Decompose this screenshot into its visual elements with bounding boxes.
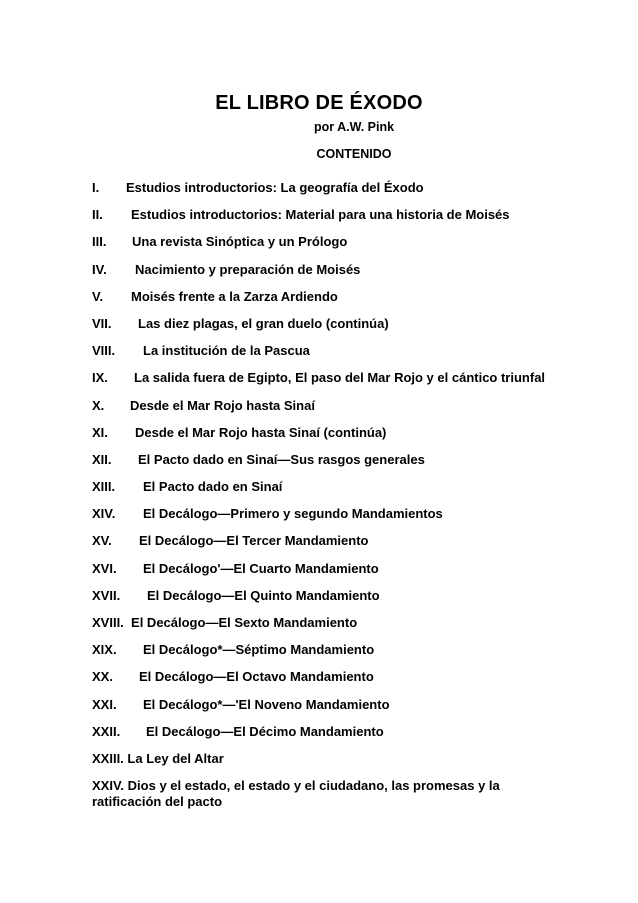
toc-entry-number: XVIII. bbox=[92, 615, 124, 630]
toc-entry-title: El Decálogo—El Quinto Mandamiento bbox=[147, 587, 380, 603]
toc-entry-title: Una revista Sinóptica y un Prólogo bbox=[132, 234, 348, 250]
toc-entry-number: XVII. bbox=[92, 587, 121, 603]
toc-entry-number: V. bbox=[92, 288, 104, 304]
toc-entry bbox=[92, 751, 562, 778]
toc-entry-number: XIV. bbox=[92, 506, 116, 522]
toc-entry-title: La salida fuera de Egipto, El paso del Mar Rojo y el cántico triunfal bbox=[134, 370, 546, 386]
toc-entry-number: XI. bbox=[92, 424, 108, 440]
toc-entry-number: IV. bbox=[92, 261, 107, 277]
toc-entry-number: VII. bbox=[92, 315, 112, 331]
toc-entry bbox=[92, 615, 562, 642]
toc-entry-number: VIII. bbox=[92, 343, 116, 359]
toc-entry-number: XV. bbox=[92, 533, 112, 549]
toc-entry-number: III. bbox=[92, 234, 107, 250]
toc-entry bbox=[92, 234, 562, 261]
toc-entry-number: XX. bbox=[92, 669, 113, 685]
toc-entry bbox=[92, 588, 562, 615]
contents-heading: CONTENIDO bbox=[316, 147, 392, 161]
toc-entry-number: XIX. bbox=[92, 642, 117, 658]
toc-entry-number: X. bbox=[92, 397, 105, 413]
toc-entry-number: IX. bbox=[92, 370, 108, 386]
toc-entry-title: El Pacto dado en Sinaí—Sus rasgos generales bbox=[138, 451, 425, 467]
toc-entry-number: XVI. bbox=[92, 560, 117, 576]
toc-entry bbox=[92, 398, 562, 425]
toc-entry-title: Desde el Mar Rojo hasta Sinaí bbox=[130, 397, 315, 413]
toc-entry bbox=[92, 506, 562, 533]
toc-entry bbox=[92, 778, 532, 810]
toc-entry-title: Estudios introductorios: La geografía del Éxodo bbox=[126, 180, 424, 195]
toc-entry-title: El Pacto dado en Sinaí bbox=[143, 479, 283, 495]
toc-entry-title: El Decálogo—El Sexto Mandamiento bbox=[131, 615, 358, 630]
document-title: EL LIBRO DE ÉXODO bbox=[215, 92, 423, 114]
toc-entry-title: Dios y el estado, el estado y el ciudadano, las promesas y la ratificación del pacto bbox=[92, 778, 500, 810]
toc-entry-title: Desde el Mar Rojo hasta Sinaí (continúa) bbox=[135, 424, 387, 440]
toc-entry-title: La institución de la Pascua bbox=[143, 343, 310, 359]
toc-entry-title: El Decálogo—El Octavo Mandamiento bbox=[139, 669, 374, 685]
toc-entry bbox=[92, 316, 562, 343]
toc-entry-title: El Decálogo—El Tercer Mandamiento bbox=[139, 533, 369, 549]
toc-entry bbox=[92, 642, 562, 669]
toc-entry-title: El Decálogo*—Séptimo Mandamiento bbox=[143, 642, 375, 658]
toc-entry-number: XXII. bbox=[92, 723, 121, 739]
toc-entry-title: El Decálogo*—'El Noveno Mandamiento bbox=[143, 696, 390, 712]
toc-entry bbox=[92, 452, 562, 479]
toc-entry-title: El Decálogo'—El Cuarto Mandamiento bbox=[143, 560, 379, 576]
toc-entry bbox=[92, 724, 562, 751]
toc-entry-title: El Decálogo—Primero y segundo Mandamientos bbox=[143, 506, 443, 522]
toc-entry-title: Las diez plagas, el gran duelo (continúa) bbox=[138, 315, 389, 331]
toc-entry-number: I. bbox=[92, 180, 100, 195]
toc-entry bbox=[92, 262, 562, 289]
toc-entry bbox=[92, 697, 562, 724]
toc-entry-number: II. bbox=[92, 207, 103, 223]
table-of-contents bbox=[92, 180, 562, 810]
toc-entry bbox=[92, 561, 562, 588]
toc-entry-title: Nacimiento y preparación de Moisés bbox=[135, 261, 361, 277]
toc-entry bbox=[92, 207, 562, 234]
toc-entry bbox=[92, 180, 562, 207]
toc-entry bbox=[92, 669, 562, 696]
toc-entry-number: XIII. bbox=[92, 479, 116, 495]
toc-entry bbox=[92, 533, 562, 560]
toc-entry-title: La Ley del Altar bbox=[127, 750, 224, 766]
toc-entry-title: Estudios introductorios: Material para una historia de Moisés bbox=[131, 207, 510, 223]
toc-entry bbox=[92, 425, 562, 452]
document-author: por A.W. Pink bbox=[313, 120, 395, 134]
toc-entry-number: XII. bbox=[92, 451, 112, 467]
toc-entry bbox=[92, 343, 562, 370]
toc-entry-number: XXI. bbox=[92, 696, 117, 712]
toc-entry-title: Moisés frente a la Zarza Ardiendo bbox=[131, 288, 338, 304]
toc-entry-number: XXIV. bbox=[92, 778, 125, 794]
toc-entry bbox=[92, 289, 562, 316]
toc-entry bbox=[92, 370, 562, 397]
toc-entry bbox=[92, 479, 562, 506]
toc-entry-number: XXIII. bbox=[92, 750, 124, 766]
toc-entry-title: El Decálogo—El Décimo Mandamiento bbox=[146, 723, 384, 739]
